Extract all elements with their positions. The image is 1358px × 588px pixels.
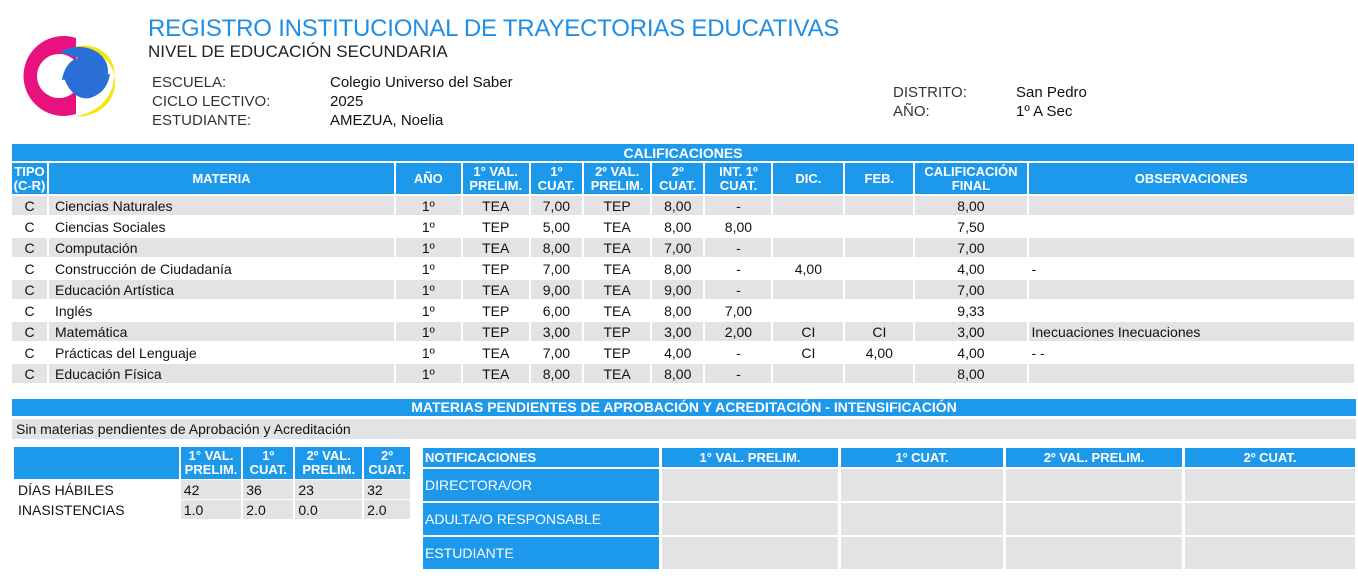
cell-cuat2: 4,00 — [652, 343, 703, 362]
cell-val1: TEA — [463, 343, 529, 362]
notif-signer: ADULTA/O RESPONSABLE — [423, 503, 659, 535]
student-info-labels — [152, 73, 270, 130]
signature-cell — [1185, 503, 1355, 535]
col-final: CALIFICACIÓN FINAL — [915, 163, 1026, 194]
cell-val2: TEA — [584, 364, 650, 383]
attendance-table — [12, 446, 412, 520]
cycle-label: CICLO LECTIVO: — [152, 93, 271, 110]
year-label: AÑO: — [893, 103, 930, 120]
cell-anio: 1º — [396, 322, 461, 341]
att-value: 2.0 — [243, 500, 293, 519]
cell-dic — [773, 196, 843, 215]
cell-cuat1: 8,00 — [531, 238, 582, 257]
cell-cuat1: 3,00 — [531, 322, 582, 341]
signature-cell — [1185, 537, 1355, 569]
cell-materia: Matemática — [49, 322, 394, 341]
att-col-val2: 2º VAL. PRELIM. — [295, 447, 362, 479]
cell-materia: Inglés — [49, 301, 394, 320]
cell-final: 4,00 — [915, 259, 1026, 278]
col-feb: FEB. — [845, 163, 913, 194]
cell-int1: - — [705, 280, 771, 299]
cell-cuat1: 5,00 — [531, 217, 582, 236]
cell-int1: - — [705, 364, 771, 383]
signature-cell — [841, 537, 1003, 569]
col-cuat1: 1º CUAT. — [531, 163, 582, 194]
cell-materia: Construcción de Ciudadanía — [49, 259, 394, 278]
col-obs: OBSERVACIONES — [1029, 163, 1355, 194]
att-value: 2.0 — [364, 500, 410, 519]
student-value: AMEZUA, Noelia — [330, 112, 444, 129]
cell-obs — [1029, 196, 1355, 215]
att-col-cuat1: 1º CUAT. — [243, 447, 293, 479]
cell-tipo: C — [12, 238, 47, 257]
cell-cuat1: 7,00 — [531, 196, 582, 215]
cell-materia: Ciencias Naturales — [49, 196, 394, 215]
cell-tipo: C — [12, 301, 47, 320]
att-col-val1: 1° VAL. PRELIM. — [181, 447, 241, 479]
cell-val1: TEP — [463, 217, 529, 236]
cell-dic: CI — [773, 343, 843, 362]
cell-dic: CI — [773, 322, 843, 341]
cell-anio: 1º — [396, 301, 461, 320]
cell-cuat1: 7,00 — [531, 259, 582, 278]
institution-logo — [18, 28, 134, 120]
notif-title: NOTIFICACIONES — [423, 448, 659, 467]
cell-cuat2: 8,00 — [652, 301, 703, 320]
cell-int1: - — [705, 238, 771, 257]
col-tipo: TIPO (C-R) — [13, 163, 46, 193]
cell-obs — [1029, 364, 1355, 383]
pending-text: Sin materias pendientes de Aprobación y Acreditación — [12, 419, 1356, 439]
cell-cuat2: 8,00 — [652, 259, 703, 278]
cell-final: 7,00 — [915, 238, 1026, 257]
signature-cell — [1185, 469, 1355, 501]
district-value: San Pedro — [1016, 84, 1087, 101]
cycle-value: 2025 — [330, 93, 364, 110]
cell-materia: Educación Física — [49, 364, 394, 383]
att-value: 42 — [181, 480, 241, 499]
cell-tipo: C — [12, 343, 47, 362]
signature-cell — [662, 537, 838, 569]
cell-feb — [845, 238, 913, 257]
cell-final: 8,00 — [915, 196, 1026, 215]
cell-val1: TEP — [463, 322, 529, 341]
cell-int1: 7,00 — [705, 301, 771, 320]
att-row-inasistencias — [14, 500, 410, 519]
document-subtitle: NIVEL DE EDUCACIÓN SECUNDARIA — [148, 42, 448, 61]
signature-cell — [1006, 503, 1182, 535]
grade-row — [12, 364, 1354, 383]
grades-table — [10, 142, 1356, 385]
grade-row — [12, 238, 1354, 257]
notif-col: 2º CUAT. — [1185, 448, 1355, 467]
cell-materia: Computación — [49, 238, 394, 257]
cell-int1: 8,00 — [705, 217, 771, 236]
cell-int1: - — [705, 259, 771, 278]
district-values — [1016, 83, 1087, 121]
att-value: 23 — [295, 480, 362, 499]
col-val2: 2º VAL. PRELIM. — [584, 163, 650, 194]
att-value: 1.0 — [181, 500, 241, 519]
cell-final: 7,00 — [915, 280, 1026, 299]
cell-cuat1: 7,00 — [531, 343, 582, 362]
cell-cuat1: 6,00 — [531, 301, 582, 320]
notif-row-adulto — [423, 503, 1355, 535]
cell-feb — [845, 364, 913, 383]
cell-obs: Inecuaciones Inecuaciones — [1029, 322, 1355, 341]
cell-feb: 4,00 — [845, 343, 913, 362]
col-cuat2: 2º CUAT. — [652, 163, 703, 194]
cell-tipo: C — [12, 364, 47, 383]
cell-dic — [773, 238, 843, 257]
cell-val1: TEP — [463, 301, 529, 320]
cell-obs — [1029, 301, 1355, 320]
cell-final: 3,00 — [915, 322, 1026, 341]
cell-val2: TEA — [584, 217, 650, 236]
cell-cuat1: 9,00 — [531, 280, 582, 299]
cell-materia: Ciencias Sociales — [49, 217, 394, 236]
cell-tipo: C — [12, 322, 47, 341]
student-label: ESTUDIANTE: — [152, 112, 252, 129]
cell-val1: TEA — [463, 238, 529, 257]
grade-row — [12, 259, 1354, 278]
col-materia: MATERIA — [49, 163, 394, 194]
signature-cell — [662, 469, 838, 501]
att-value: 32 — [364, 480, 410, 499]
col-dic: DIC. — [773, 163, 843, 194]
notif-col: 1º CUAT. — [841, 448, 1003, 467]
col-val1: 1° VAL. PRELIM. — [463, 163, 529, 194]
district-labels — [893, 83, 967, 121]
cell-feb: CI — [845, 322, 913, 341]
att-value: 0.0 — [295, 500, 362, 519]
signature-cell — [841, 469, 1003, 501]
cell-val2: TEA — [584, 259, 650, 278]
signature-cell — [1006, 537, 1182, 569]
cell-feb — [845, 259, 913, 278]
cell-obs — [1029, 217, 1355, 236]
cell-obs — [1029, 280, 1355, 299]
cell-val1: TEA — [463, 280, 529, 299]
cell-obs: - — [1029, 259, 1355, 278]
notif-row-directora — [423, 469, 1355, 501]
cell-final: 7,50 — [915, 217, 1026, 236]
cell-dic — [773, 301, 843, 320]
cell-feb — [845, 301, 913, 320]
grade-row — [12, 343, 1354, 362]
notifications-table — [420, 446, 1358, 571]
att-label: INASISTENCIAS — [14, 500, 179, 519]
cell-tipo: C — [12, 196, 47, 215]
pending-band: MATERIAS PENDIENTES DE APROBACIÓN Y ACREDITACIÓN - INTENSIFICACIÓN — [12, 399, 1356, 416]
cell-final: 4,00 — [915, 343, 1026, 362]
cell-cuat2: 8,00 — [652, 364, 703, 383]
cell-anio: 1º — [396, 280, 461, 299]
cell-anio: 1º — [396, 259, 461, 278]
cell-anio: 1º — [396, 364, 461, 383]
cell-anio: 1º — [396, 217, 461, 236]
cell-cuat2: 8,00 — [652, 217, 703, 236]
grade-row — [12, 301, 1354, 320]
year-value: 1º A Sec — [1016, 103, 1073, 120]
cell-anio: 1º — [396, 238, 461, 257]
cell-cuat1: 8,00 — [531, 364, 582, 383]
att-value: 36 — [243, 480, 293, 499]
grade-row — [12, 196, 1354, 215]
cell-anio: 1º — [396, 343, 461, 362]
cell-cuat2: 9,00 — [652, 280, 703, 299]
grade-row — [12, 280, 1354, 299]
grade-row — [12, 217, 1354, 236]
signature-cell — [841, 503, 1003, 535]
school-label: ESCUELA: — [152, 74, 227, 91]
signature-cell — [1006, 469, 1182, 501]
col-int1: INT. 1º CUAT. — [705, 163, 771, 194]
grades-band: CALIFICACIONES — [12, 144, 1354, 161]
cell-val2: TEP — [584, 322, 650, 341]
cell-tipo: C — [12, 280, 47, 299]
grade-row — [12, 322, 1354, 341]
notif-signer: ESTUDIANTE — [423, 537, 659, 569]
cell-int1: - — [705, 196, 771, 215]
cell-val1: TEA — [463, 364, 529, 383]
student-info-values — [330, 73, 513, 130]
cell-tipo: C — [12, 217, 47, 236]
cell-val2: TEP — [584, 196, 650, 215]
cell-cuat2: 8,00 — [652, 196, 703, 215]
cell-val2: TEA — [584, 280, 650, 299]
cell-val2: TEP — [584, 343, 650, 362]
col-anio: AÑO — [396, 163, 461, 194]
school-value: Colegio Universo del Saber — [330, 74, 513, 91]
cell-feb — [845, 280, 913, 299]
att-corner — [14, 447, 179, 479]
notif-row-estudiante — [423, 537, 1355, 569]
cell-val2: TEA — [584, 301, 650, 320]
cell-dic: 4,00 — [773, 259, 843, 278]
cell-feb — [845, 196, 913, 215]
cell-materia: Prácticas del Lenguaje — [49, 343, 394, 362]
cell-dic — [773, 217, 843, 236]
cell-final: 9,33 — [915, 301, 1026, 320]
cell-final: 8,00 — [915, 364, 1026, 383]
cell-cuat2: 3,00 — [652, 322, 703, 341]
att-row-dias — [14, 480, 410, 499]
cell-feb — [845, 217, 913, 236]
cell-val1: TEP — [463, 259, 529, 278]
att-col-cuat2: 2º CUAT. — [364, 447, 410, 479]
cell-dic — [773, 364, 843, 383]
cell-val1: TEA — [463, 196, 529, 215]
cell-tipo: C — [12, 259, 47, 278]
cell-materia: Educación Artística — [49, 280, 394, 299]
district-label: DISTRITO: — [893, 84, 967, 101]
cell-int1: 2,00 — [705, 322, 771, 341]
cell-cuat2: 7,00 — [652, 238, 703, 257]
cell-dic — [773, 280, 843, 299]
cell-int1: - — [705, 343, 771, 362]
document-title: REGISTRO INSTITUCIONAL DE TRAYECTORIAS EDUCATIVAS — [148, 15, 840, 42]
cell-anio: 1º — [396, 196, 461, 215]
att-label: DÍAS HÁBILES — [14, 480, 179, 499]
notif-col: 2º VAL. PRELIM. — [1006, 448, 1182, 467]
signature-cell — [662, 503, 838, 535]
notif-signer: DIRECTORA/OR — [423, 469, 659, 501]
cell-obs — [1029, 238, 1355, 257]
cell-obs: - - — [1029, 343, 1355, 362]
cell-val2: TEA — [584, 238, 650, 257]
notif-col: 1° VAL. PRELIM. — [662, 448, 838, 467]
